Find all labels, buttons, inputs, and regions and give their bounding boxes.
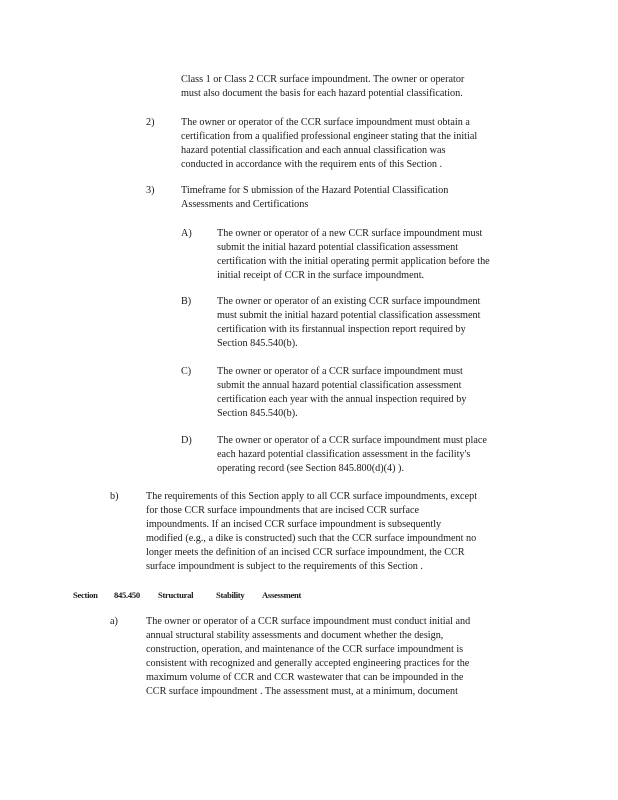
sub-b-paragraph <box>217 295 480 351</box>
text-line: The owner or operator of a CCR surface impoundment must <box>217 366 463 377</box>
text-line: Timeframe for S ubmission of the Hazard Potential Classification <box>181 185 449 196</box>
text-line: The owner or operator of a CCR surface impoundment must place <box>217 435 487 446</box>
text-line: must submit the initial hazard potential classification assessment <box>217 310 481 322</box>
section-title-assessment: Assessment <box>262 590 302 600</box>
item-b-paragraph <box>146 490 477 575</box>
section-word: Section <box>73 590 98 600</box>
text-line: Class 1 or Class 2 CCR surface impoundment. The owner or operator <box>181 74 465 85</box>
sub-d-label: D) <box>181 435 192 446</box>
text-line: annual structural stability assessments and document whether the design, <box>146 630 444 642</box>
text-line: submit the initial hazard potential classification assessment <box>217 242 459 254</box>
text-line: certification from a qualified professional engineer stating that the initial <box>181 131 478 143</box>
text-line: each hazard potential classification assessment in the facility's <box>217 449 471 461</box>
item-3-label: 3) <box>146 185 155 196</box>
item-2-paragraph <box>181 116 477 172</box>
sub-d-paragraph <box>217 434 487 476</box>
text-line: modified (e.g., a dike is constructed) such that the CCR surface impoundment no <box>146 533 477 545</box>
text-line: The owner or operator of a new CCR surface impoundment must <box>217 228 483 239</box>
intro-paragraph <box>181 73 464 101</box>
section-title-stability: Stability <box>216 590 245 600</box>
text-line: certification each year with the annual inspection required by <box>217 394 467 406</box>
sub-b-label: B) <box>181 296 192 307</box>
sub-a-paragraph <box>217 227 490 283</box>
text-line: The requirements of this Section apply to all CCR surface impoundments, except <box>146 491 478 502</box>
text-line: submit the annual hazard potential classification assessment <box>217 380 462 392</box>
text-line: Section 845.540(b). <box>217 338 298 350</box>
text-line: for those CCR surface impoundments that are incised CCR surface <box>146 505 420 517</box>
text-line: The owner or operator of an existing CCR surface impoundment <box>217 296 481 307</box>
item-b-label: b) <box>110 491 119 502</box>
sub-c-label: C) <box>181 366 192 377</box>
text-line: CCR surface impoundment . The assessment must, at a minimum, document <box>146 686 458 698</box>
text-line: initial receipt of CCR in the surface impoundment. <box>217 270 425 282</box>
sub-c-paragraph <box>217 365 467 421</box>
text-line: impoundments. If an incised CCR surface impoundment is subsequently <box>146 519 442 531</box>
text-line: longer meets the definition of an incised CCR surface impoundment, the CCR <box>146 547 465 559</box>
text-line: must also document the basis for each hazard potential classification. <box>181 88 463 100</box>
text-line: operating record (see Section 845.800(d)(4) ). <box>217 463 404 475</box>
text-line: The owner or operator of the CCR surface impoundment must obtain a <box>181 117 470 128</box>
text-line: The owner or operator of a CCR surface impoundment must conduct initial and <box>146 616 471 627</box>
sub-a-label: A) <box>181 228 192 239</box>
text-line: conducted in accordance with the requirem ents of this Section . <box>181 159 443 171</box>
text-line: construction, operation, and maintenance of the CCR surface impoundment is <box>146 644 464 656</box>
section-title-structural: Structural <box>158 590 194 600</box>
text-line: Section 845.540(b). <box>217 408 298 420</box>
text-line: maximum volume of CCR and CCR wastewater that can be impounded in the <box>146 672 464 684</box>
text-line: certification with the initial operating permit application before the <box>217 256 490 268</box>
text-line: hazard potential classification and each annual classification was <box>181 145 446 157</box>
item-3-heading <box>181 184 448 212</box>
item-a-label: a) <box>110 616 118 627</box>
item-2-label: 2) <box>146 117 155 128</box>
item-a-paragraph <box>146 615 470 700</box>
section-number: 845.450 <box>114 590 140 600</box>
text-line: surface impoundment is subject to the requirements of this Section . <box>146 561 423 573</box>
text-line: certification with its firstannual inspection report required by <box>217 324 466 336</box>
text-line: Assessments and Certifications <box>181 199 309 211</box>
text-line: consistent with recognized and generally accepted engineering practices for the <box>146 658 470 670</box>
